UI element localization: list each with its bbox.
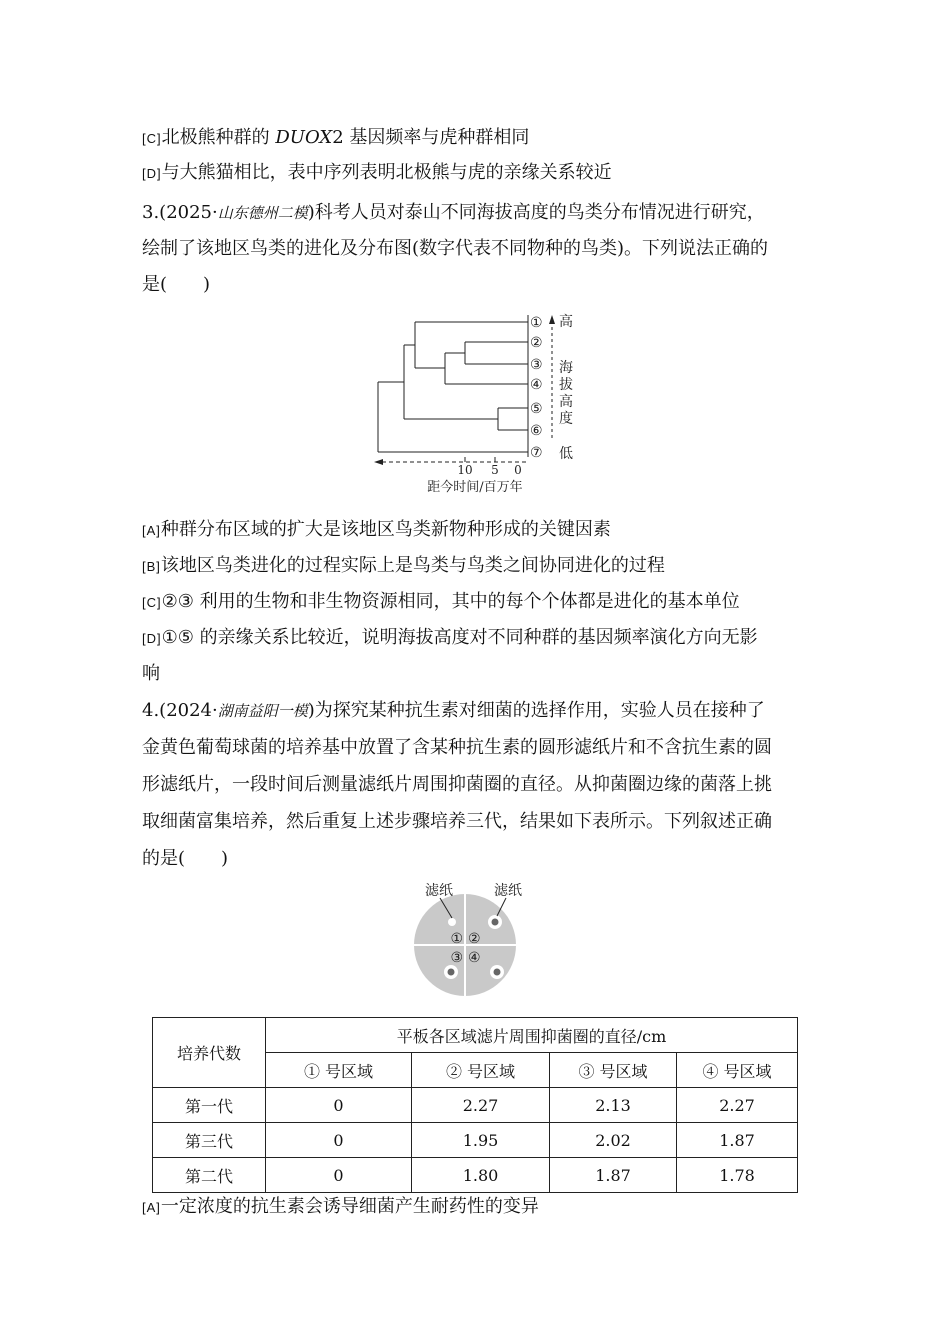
table-row [153,1123,798,1158]
inhibition-zone-table [152,1017,798,1193]
table-cell: 1.80 [412,1158,550,1193]
table-cell: 1.87 [677,1123,798,1158]
row-label: 第一代 [153,1088,266,1123]
option-letter: [C] [142,131,162,146]
table-cell: 2.02 [550,1123,677,1158]
table-header-row [153,1018,798,1053]
option-letter: [B] [142,559,161,574]
region-label: ④ [468,950,481,966]
species-label: ① [530,315,543,331]
q3-option-b: [B]该地区鸟类进化的过程实际上是鸟类与鸟类之间协同进化的过程 [142,555,665,576]
table-corner-header: 培养代数 [153,1018,266,1088]
species-labels [530,315,543,461]
region-label: ① [450,931,463,947]
table-cell: 2.13 [550,1088,677,1123]
filter-paper-label: 滤纸 [494,883,522,899]
column-header: ② 号区域 [412,1053,550,1088]
time-axis-title: 距今时间/百万年 [427,480,523,495]
table-cell: 2.27 [677,1088,798,1123]
question-source: 湖南益阳一模 [217,702,308,720]
q3-stem-line-3: 是( ) [142,274,211,295]
q2-option-d: [D]与大熊猫相比，表中序列表明北极熊与虎的亲缘关系较近 [142,162,612,183]
region-label: ② [468,931,481,947]
column-header: ③ 号区域 [550,1053,677,1088]
q2-option-c: [C]北极熊种群的 DUOX2 基因频率与虎种群相同 [142,127,530,148]
column-header: ④ 号区域 [677,1053,798,1088]
row-label: 第二代 [153,1158,266,1193]
q3-option-a: [A]种群分布区域的扩大是该地区鸟类新物种形成的关键因素 [142,519,611,540]
tick-label: 0 [514,463,522,477]
bird-evolution-tree-figure [360,305,600,500]
row-label: 第三代 [153,1123,266,1158]
q4-stem-line-2: 金黄色葡萄球菌的培养基中放置了含某种抗生素的圆形滤纸片和不含抗生素的圆 [142,737,772,758]
table-row [153,1158,798,1193]
q4-stem-line-3: 形滤纸片，一段时间后测量滤纸片周围抑菌圈的直径。从抑菌圈边缘的菌落上挑 [142,774,772,795]
species-label: ⑥ [530,423,543,439]
species-label: ② [530,335,543,351]
table-cell: 1.78 [677,1158,798,1193]
altitude-arrow [549,315,555,324]
question-source: 山东德州二模 [217,204,308,222]
table-cell: 0 [266,1158,412,1193]
species-label: ④ [530,377,543,393]
time-tick-labels [457,463,521,477]
q3-stem-line-1: 3.(2025·山东德州二模)科考人员对泰山不同海拔高度的鸟类分布情况进行研究， [142,202,765,223]
filter-paper-label: 滤纸 [425,883,453,899]
altitude-high-label: 高 [559,314,573,330]
species-label: ⑦ [530,445,543,461]
plain-filter-paper [448,918,456,926]
table-group-header: 平板各区域滤片周围抑菌圈的直径/cm [266,1018,798,1053]
option-letter: [A] [142,1200,161,1215]
altitude-label-char: 海 [559,360,573,376]
antibiotic-filter-paper [488,915,502,929]
option-letter: [A] [142,523,161,538]
altitude-labels [559,313,573,462]
table-cell: 0 [266,1123,412,1158]
q4-stem-line-4: 取细菌富集培养，然后重复上述步骤培养三代，结果如下表所示。下列叙述正确 [142,811,772,832]
table-cell: 2.27 [412,1088,550,1123]
option-letter: [D] [142,166,162,181]
table-cell: 0 [266,1088,412,1123]
table-cell: 1.87 [550,1158,677,1193]
antibiotic-filter-paper [490,965,504,979]
altitude-label-char: 高 [559,394,573,410]
q3-option-c: [C]②③ 利用的生物和非生物资源相同，其中的每个个体都是进化的基本单位 [142,591,740,612]
tick-label: 10 [457,463,473,477]
species-label: ③ [530,357,543,373]
petri-dish-figure [410,876,540,1001]
option-letter: [D] [142,631,162,646]
q3-stem-line-2: 绘制了该地区鸟类的进化及分布图(数字代表不同物种的鸟类)。下列说法正确的 [142,238,769,259]
altitude-label-char: 拔 [559,377,573,393]
antibiotic-filter-paper [444,965,458,979]
column-header: ① 号区域 [266,1053,412,1088]
tick-label: 5 [491,463,499,477]
q3-option-d: [D]①⑤ 的亲缘关系比较近，说明海拔高度对不同种群的基因频率演化方向无影 [142,627,758,648]
table-cell: 1.95 [412,1123,550,1158]
table-row [153,1088,798,1123]
altitude-label-char: 度 [559,411,573,427]
option-letter: [C] [142,595,162,610]
altitude-low-label: 低 [559,446,573,462]
q4-option-a: [A]一定浓度的抗生素会诱导细菌产生耐药性的变异 [142,1196,539,1217]
q3-option-d-continued: 响 [142,663,160,684]
time-axis-arrow [374,459,383,465]
species-label: ⑤ [530,401,543,417]
phylogenetic-branches [378,315,552,462]
region-label: ③ [450,950,463,966]
q4-stem-line-5: 的是( ) [142,848,229,869]
q4-stem-line-1: 4.(2024·湖南益阳一模)为探究某种抗生素对细菌的选择作用，实验人员在接种了 [142,700,765,721]
